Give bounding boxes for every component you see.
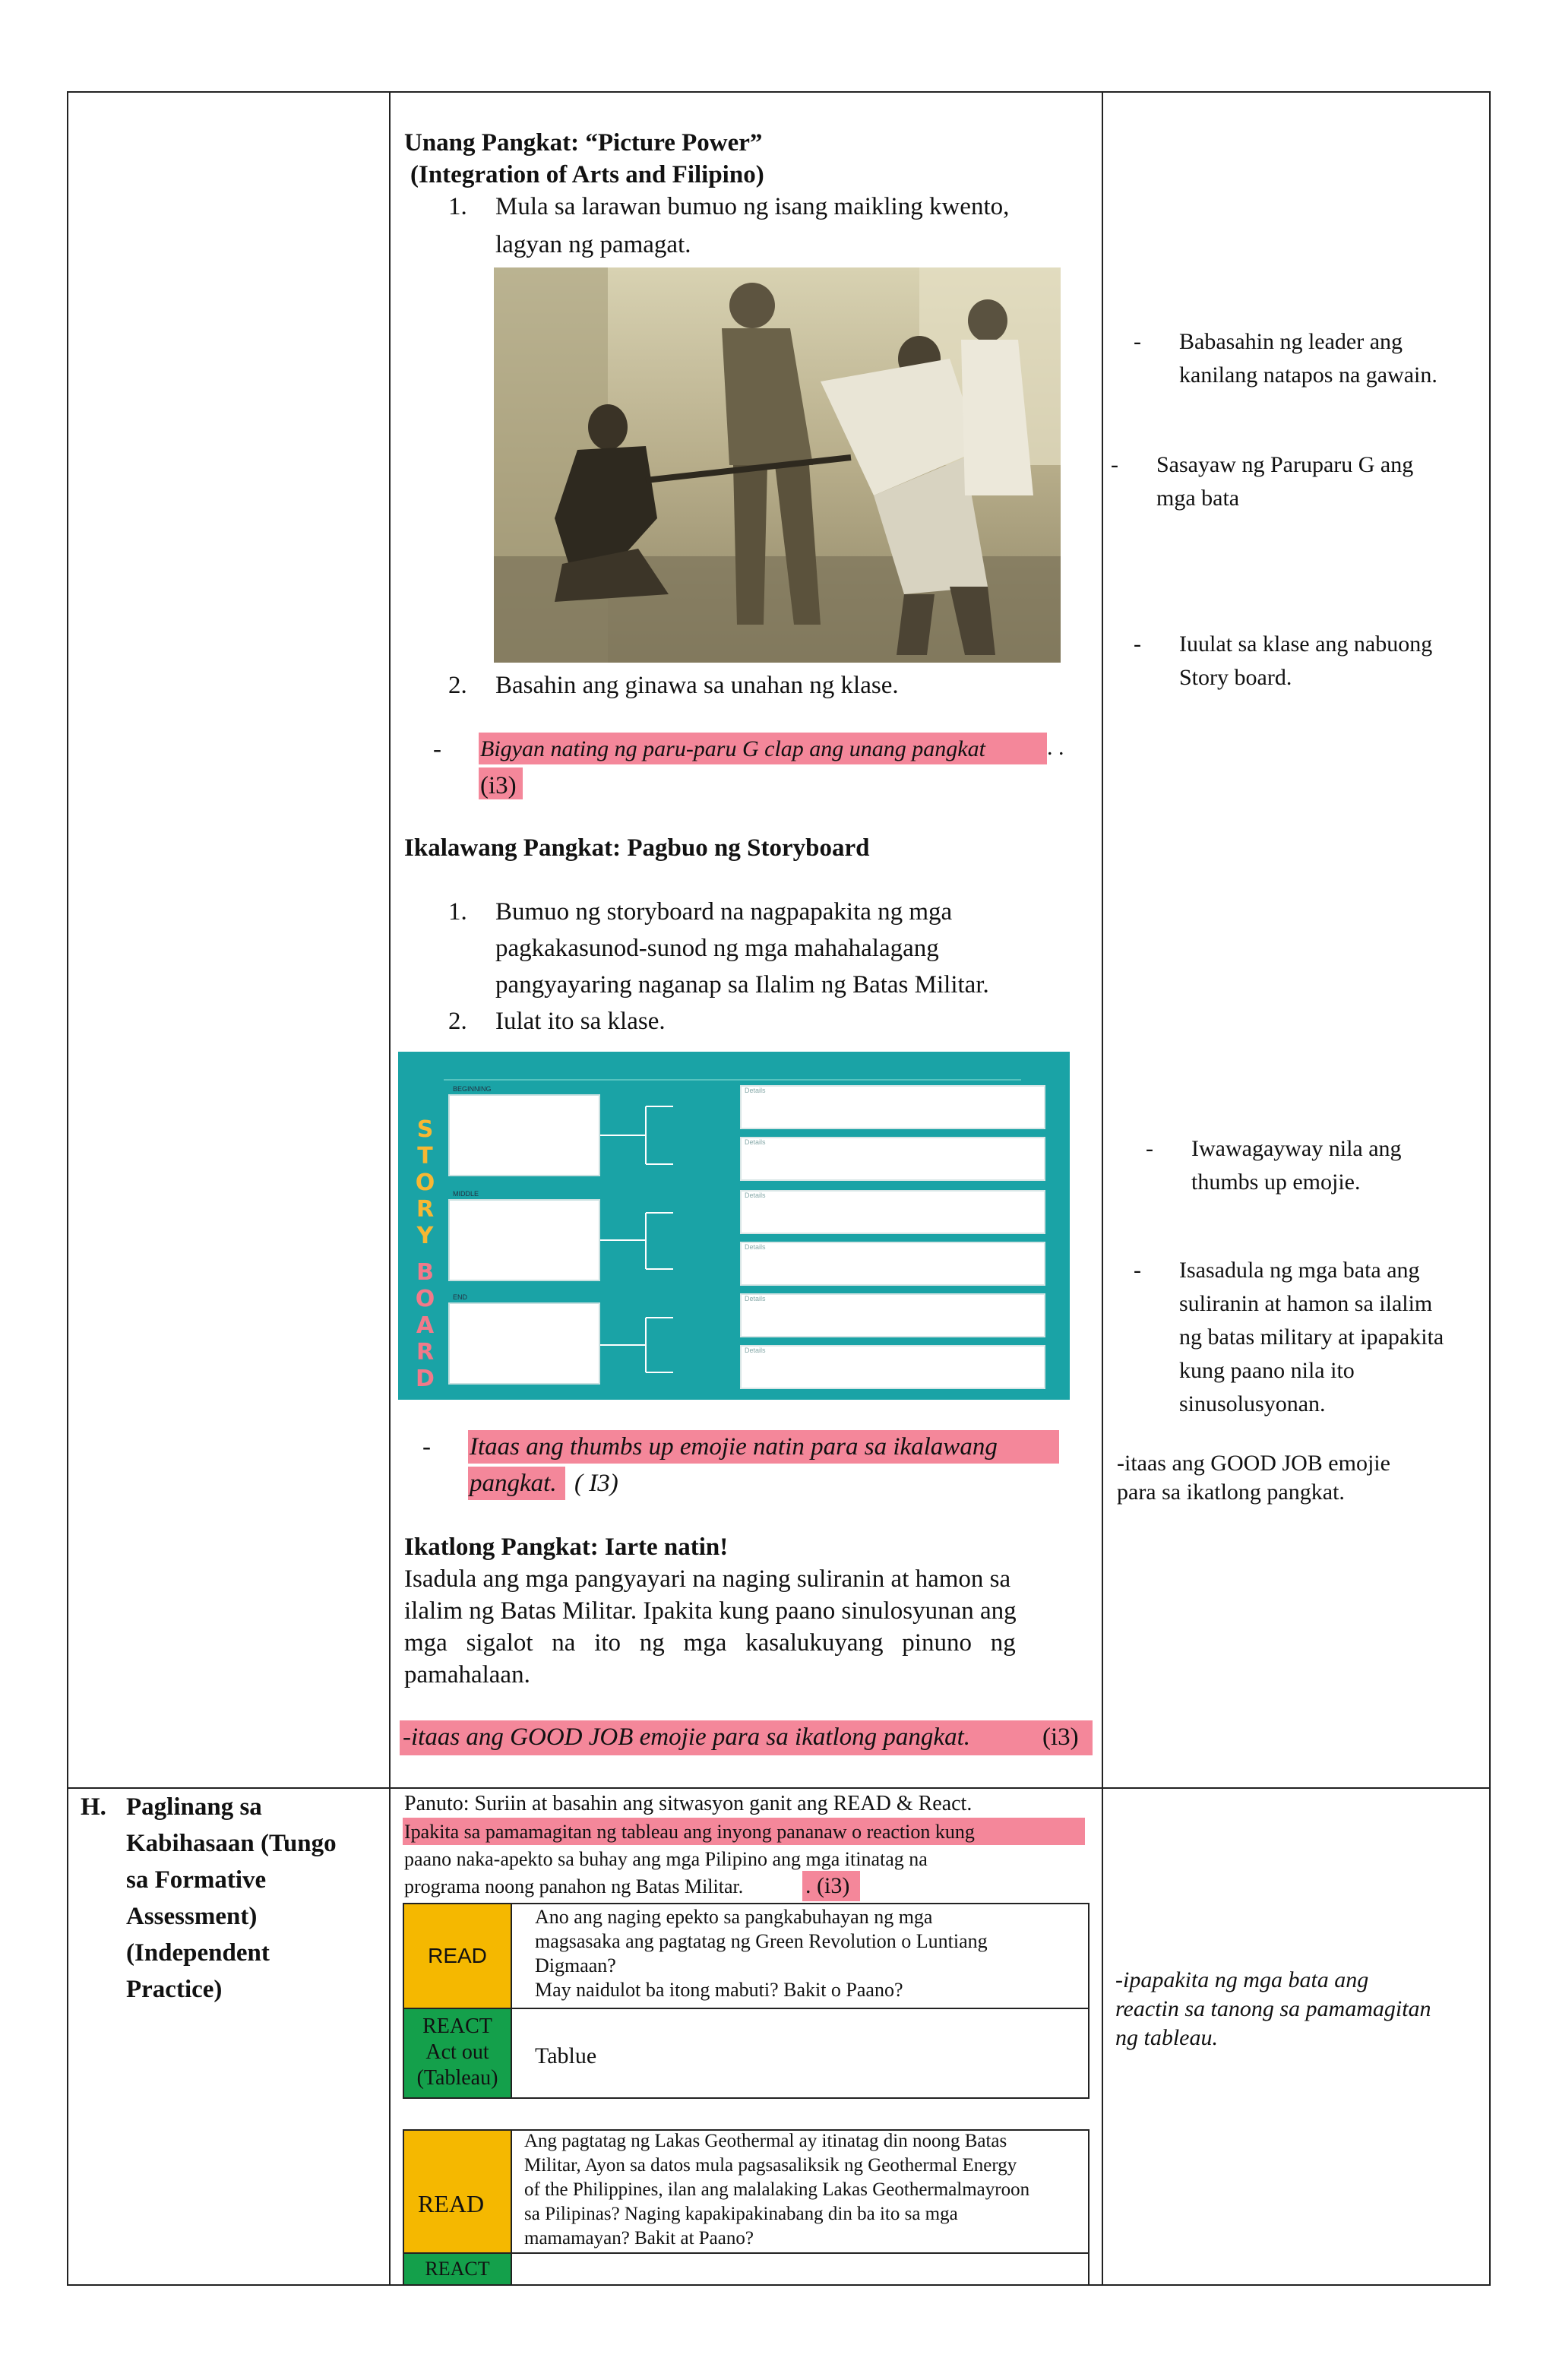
row-divider [67, 1787, 1491, 1789]
table1-col-divider [511, 1904, 512, 2097]
table1-actout-label: Act out [425, 2040, 489, 2064]
storyboard-box-middle [448, 1199, 600, 1281]
storyboard-detail-box-5 [740, 1293, 1045, 1337]
group3-line-3: mga sigalot na ito ng mga kasalukuyang pinuno ng [404, 1629, 1016, 1657]
g1-item1-text-a: Mula sa larawan bumuo ng isang maikling kwento, [495, 193, 1010, 220]
g2-item1-text-a: Bumuo ng storyboard na nagpapakita ng mga [495, 898, 953, 926]
g2-item1-number: 1. [448, 898, 467, 926]
table2-react-label: REACT [425, 2258, 490, 2280]
historical-photo [494, 267, 1061, 663]
instruction-line-3: programa noong panahon ng Batas Militar. [404, 1875, 744, 1897]
g1-item2-text: Basahin ang ginawa sa unahan ng klase. [495, 672, 899, 699]
g2-item2-text: Iulat ito sa klase. [495, 1008, 666, 1035]
table2-question-4: sa Pilipinas? Naging kapakipakinabang din ba ito sa mga [524, 2204, 958, 2224]
storyboard-detail-box-1 [740, 1085, 1045, 1129]
table1-question-3: Digmaan? [535, 1954, 616, 1976]
right-item1-b: kanilang natapos na gawain. [1179, 362, 1437, 388]
table2-question-2: Militar, Ayon sa datos mula pagsasaliksik ng Geothermal Energy [524, 2155, 1017, 2176]
table1-question-1: Ano ang naging epekto sa pangkabuhayan ng mga [535, 1906, 933, 1928]
section-h-label-4: Assessment) [126, 1903, 258, 1930]
table1-read-cell [404, 1904, 511, 2008]
note1-text: Bigyan nating ng paru-paru G clap ang unang pangkat [480, 736, 985, 761]
right-item2-b: mga bata [1156, 486, 1240, 511]
group1-title: Unang Pangkat: “Picture Power” [404, 129, 763, 157]
right-item4-b: thumbs up emojie. [1191, 1169, 1361, 1195]
storyboard-detail-label-1: Details [745, 1087, 766, 1094]
section-h-label-1: Paglinang sa [126, 1793, 262, 1821]
instruction-line-2: paano naka-apekto sa buhay ang mga Pilipino ang mga itinatag na [404, 1848, 928, 1870]
section-h-label-6: Practice) [126, 1976, 223, 2003]
right-item4-a: Iwawagayway nila ang [1191, 1136, 1402, 1161]
right-dash-2: - [1111, 452, 1118, 477]
table2-read-label: READ [418, 2190, 485, 2217]
table2-question-3: of the Philippines, ilan ang malalaking Lakas Geothermalmayroon [524, 2179, 1030, 2200]
table-left-border [67, 91, 68, 2286]
storyboard-label-middle: MIDDLE [453, 1190, 479, 1198]
section-h-number: H. [81, 1793, 106, 1821]
right-item5-d: kung paano nila ito [1179, 1358, 1355, 1383]
storyboard-detail-label-2: Details [745, 1138, 766, 1146]
table1-question-2: magsasaka ang pagtatag ng Green Revolution o Luntiang [535, 1930, 988, 1952]
note2-dash: - [422, 1433, 431, 1461]
table2-question-5: mamamayan? Bakit at Paano? [524, 2228, 754, 2249]
table-right-border [1489, 91, 1491, 2286]
g2-item1-text-b: pagkakasunod-sunod ng mga mahahalagang [495, 935, 939, 962]
group3-line-1: Isadula ang mga pangyayari na naging suliranin at hamon sa [404, 1565, 1011, 1593]
note1-dash: - [433, 736, 441, 763]
column-divider-2 [1102, 91, 1103, 2286]
right-item5-b: suliranin at hamon sa ilalim [1179, 1291, 1433, 1316]
note1-tag: (i3) [480, 772, 517, 799]
storyboard-box-end [448, 1302, 600, 1385]
storyboard-detail-box-2 [740, 1137, 1045, 1181]
group3-line-4: pamahalaan. [404, 1661, 530, 1688]
note2-text-b: pangkat. [470, 1470, 557, 1497]
storyboard-detail-label-3: Details [745, 1192, 766, 1199]
g1-item2-number: 2. [448, 672, 467, 699]
group3-title: Ikatlong Pangkat: Iarte natin! [404, 1533, 729, 1561]
storyboard-detail-label-6: Details [745, 1347, 766, 1354]
right-item2-a: Sasayaw ng Paruparu G ang [1156, 452, 1414, 477]
section-h-right-2: reactin sa tanong sa pamamagitan [1115, 1996, 1431, 2021]
right-dash-4: - [1146, 1136, 1153, 1161]
right-dash-3: - [1134, 631, 1141, 657]
instruction-tag: . (i3) [805, 1873, 850, 1898]
table1-react-cell [404, 2009, 511, 2097]
storyboard-image [398, 1052, 1070, 1400]
section-h-label-2: Kabihasaan (Tungo [126, 1830, 337, 1857]
g2-item2-number: 2. [448, 1008, 467, 1035]
section-h-right-3: ng tableau. [1115, 2025, 1218, 2050]
right-dash-5: - [1134, 1258, 1141, 1283]
storyboard-detail-box-6 [740, 1345, 1045, 1389]
table-top-border [67, 91, 1491, 93]
storyboard-title-strip [444, 1059, 1021, 1081]
table1-tableau-label: (Tableau) [416, 2066, 498, 2090]
instruction-line-1: Ipakita sa pamamagitan ng tableau ang inyong pananaw o reaction kung [404, 1821, 975, 1843]
photo-illustration [494, 267, 1061, 663]
table2-react-cell [404, 2254, 511, 2284]
note1-dots: . . [1047, 735, 1064, 760]
right-item1-a: Babasahin ng leader ang [1179, 329, 1403, 354]
storyboard-word-board: BOARD [412, 1258, 438, 1392]
storyboard-label-end: END [453, 1293, 468, 1301]
right-item5-e: sinusolusyonan. [1179, 1391, 1326, 1416]
group1-subtitle: (Integration of Arts and Filipino) [410, 161, 764, 188]
storyboard-word-story: STORY [412, 1116, 438, 1249]
storyboard-detail-label-5: Details [745, 1295, 766, 1302]
column-divider-1 [389, 91, 391, 2286]
storyboard-detail-box-4 [740, 1242, 1045, 1286]
right-dash-1: - [1134, 329, 1141, 354]
group3-line-2: ilalim ng Batas Militar. Ipakita kung paano sinulosyunan ang [404, 1597, 1017, 1625]
section-h-right-1: -ipapakita ng mga bata ang [1115, 1967, 1369, 1992]
storyboard-connectors [600, 1082, 691, 1394]
section-h-label-5: (Independent [126, 1939, 270, 1967]
g1-item1-number: 1. [448, 193, 467, 220]
table2-read-cell [404, 2131, 511, 2252]
note2-text-a: Itaas ang thumbs up emojie natin para sa ikalawang [470, 1433, 998, 1461]
right-item3-b: Story board. [1179, 665, 1292, 690]
table2-col-divider [511, 2131, 512, 2284]
note3-text: -itaas ang GOOD JOB emojie para sa ikatlong pangkat. [403, 1723, 970, 1751]
table1-react-label: REACT [422, 2014, 492, 2038]
storyboard-detail-box-3 [740, 1190, 1045, 1234]
right-item5-c: ng batas military at ipapakita [1179, 1325, 1444, 1350]
table1-question-4: May naidulot ba itong mabuti? Bakit o Paano? [535, 1979, 903, 2001]
table1-read-label: READ [428, 1944, 487, 1967]
storyboard-vertical-word [412, 1114, 442, 1394]
note3-tag: (i3) [1042, 1723, 1079, 1751]
note2-tag: ( I3) [574, 1470, 618, 1497]
storyboard-label-beginning: BEGINNING [453, 1085, 492, 1093]
right-item6-a: -itaas ang GOOD JOB emojie [1117, 1451, 1390, 1476]
table2-question-1: Ang pagtatag ng Lakas Geothermal ay itinatag din noong Batas [524, 2131, 1007, 2151]
g2-item1-text-c: pangyayaring naganap sa Ilalim ng Batas Militar. [495, 971, 989, 999]
right-item3-a: Iuulat sa klase ang nabuong [1179, 631, 1433, 657]
table1-answer: Tablue [535, 2043, 597, 2068]
g1-item1-text-b: lagyan ng pamagat. [495, 231, 691, 258]
storyboard-detail-label-4: Details [745, 1243, 766, 1251]
right-item6-b: para sa ikatlong pangkat. [1117, 1480, 1345, 1505]
section-h-label-3: sa Formative [126, 1866, 267, 1894]
storyboard-box-beginning [448, 1094, 600, 1176]
group2-title: Ikalawang Pangkat: Pagbuo ng Storyboard [404, 834, 870, 862]
right-item5-a: Isasadula ng mga bata ang [1179, 1258, 1420, 1283]
panuto-text: Panuto: Suriin at basahin ang sitwasyon ganit ang READ & React. [404, 1792, 972, 1815]
